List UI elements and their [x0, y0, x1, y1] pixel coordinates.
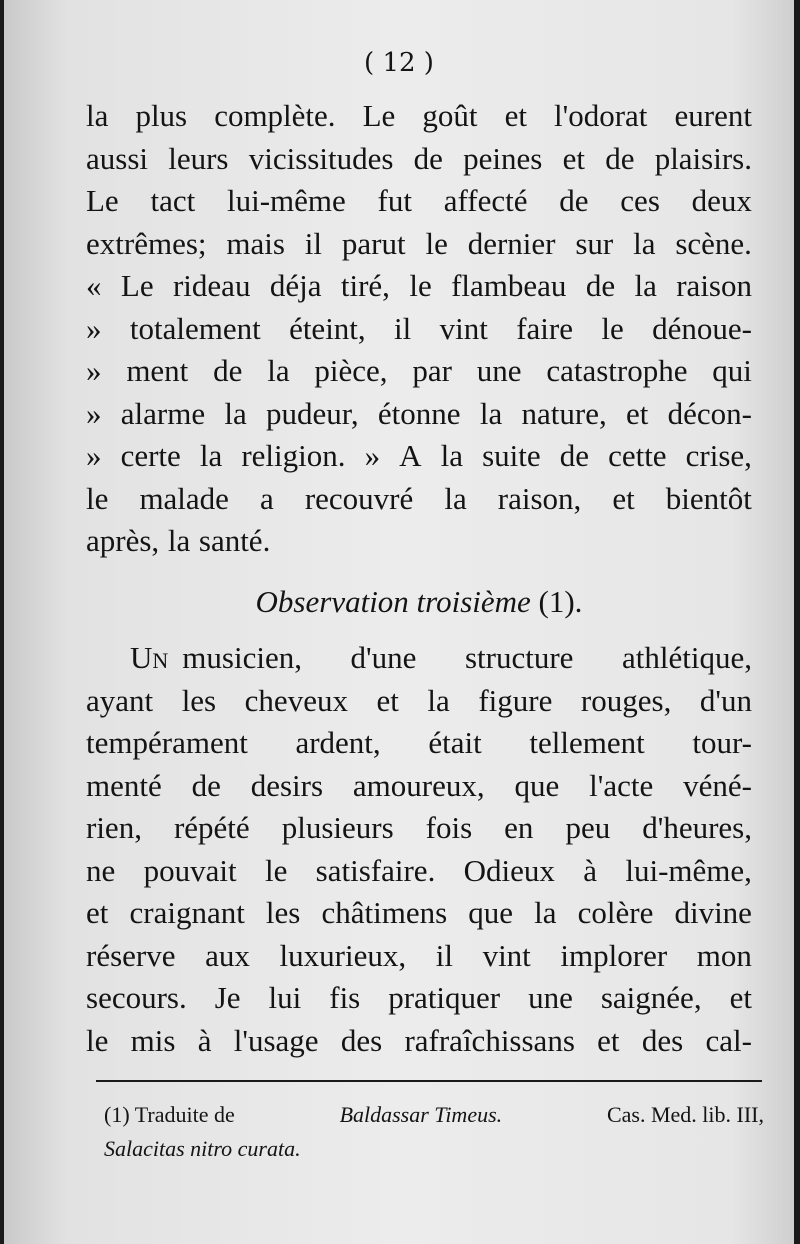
footnote-title: Salacitas nitro curata.	[104, 1136, 301, 1161]
book-page	[4, 0, 794, 1244]
word: ment	[126, 353, 189, 388]
word: et	[597, 1022, 620, 1058]
word: de	[559, 183, 589, 218]
word: la	[86, 98, 109, 133]
word: ayant	[86, 682, 154, 718]
word: »	[86, 438, 102, 473]
word: lui	[268, 980, 302, 1015]
word: athlétique,	[622, 640, 752, 675]
word: saignée,	[600, 980, 702, 1015]
word: châtimens	[321, 895, 448, 930]
footnote-line-1	[104, 1098, 764, 1132]
word: vint	[482, 937, 531, 973]
text-line	[86, 520, 752, 563]
word: pièce,	[314, 353, 388, 388]
word: desirs	[250, 767, 324, 803]
word: plaisirs.	[654, 140, 752, 176]
word: les	[181, 682, 217, 718]
word: que	[514, 767, 560, 803]
word: aux	[205, 937, 250, 973]
word: rideau	[172, 268, 251, 303]
text-line	[86, 722, 752, 765]
word: divine	[674, 895, 752, 930]
word: fois	[425, 810, 473, 845]
word: ardent,	[295, 725, 381, 760]
word: mon	[696, 937, 752, 973]
word: vint	[439, 310, 488, 346]
word: »	[86, 310, 102, 346]
word: de	[605, 140, 635, 176]
paragraph-1	[86, 95, 752, 563]
word: l'odorat	[554, 98, 648, 133]
word: réserve	[86, 937, 176, 973]
word: mis	[130, 1022, 176, 1058]
word: totalement	[129, 310, 261, 346]
word: «	[86, 268, 102, 303]
word: peines	[463, 140, 543, 176]
word: des	[641, 1022, 684, 1058]
word: d'heures,	[642, 810, 752, 845]
word: parut	[341, 225, 406, 261]
word: de	[585, 268, 616, 303]
word: et	[562, 140, 585, 176]
word: rien,	[86, 810, 142, 845]
word: dernier	[467, 225, 556, 261]
word: fis	[329, 980, 361, 1015]
word: qui	[712, 353, 752, 388]
word: satisfaire.	[315, 852, 436, 888]
word: raison,	[497, 480, 582, 516]
word: d'une	[350, 640, 417, 675]
word: deux	[691, 183, 752, 218]
word: en	[504, 810, 534, 845]
word: malade	[139, 480, 229, 516]
drop-word: Un	[130, 640, 169, 675]
text-line	[86, 680, 752, 723]
word: recouvré	[304, 480, 414, 516]
word: que	[468, 895, 514, 930]
word: a	[260, 480, 274, 516]
word: et	[504, 98, 527, 133]
word: ne	[86, 852, 116, 888]
word: certe	[120, 438, 181, 473]
word: mais	[226, 225, 285, 261]
word: cette	[608, 438, 667, 473]
word: la	[440, 438, 463, 473]
word: sur	[575, 225, 614, 261]
word: la	[427, 682, 450, 718]
word: Le	[362, 98, 396, 133]
word: Je	[214, 980, 241, 1015]
word: »	[86, 395, 102, 431]
word: était	[428, 725, 482, 760]
word: menté	[86, 767, 162, 803]
footnote-reference: Cas. Med. lib. III,	[606, 1102, 764, 1127]
word: la	[267, 353, 290, 388]
word: complète.	[214, 98, 336, 133]
word: l'usage	[233, 1022, 319, 1058]
word: le	[601, 310, 624, 346]
word: déja	[269, 268, 322, 303]
word: la	[167, 523, 191, 558]
word: une	[528, 980, 573, 1015]
word: la	[634, 268, 657, 303]
word: »	[86, 353, 102, 388]
word: lui-même,	[625, 852, 752, 888]
text-line	[86, 308, 752, 351]
word: rouges,	[580, 682, 672, 718]
word: implorer	[560, 937, 668, 973]
word: l'acte	[589, 767, 654, 803]
body-text	[86, 95, 752, 1062]
text-line	[86, 393, 752, 436]
word: éteint,	[289, 310, 366, 346]
word: et	[612, 480, 635, 516]
word: après,	[86, 523, 160, 558]
text-line	[86, 180, 752, 223]
paragraph-2-first-line	[86, 637, 752, 680]
word: raison	[676, 268, 752, 303]
text-line	[86, 935, 752, 978]
word: extrêmes;	[86, 225, 207, 261]
word: à	[583, 852, 598, 888]
word: et	[729, 980, 752, 1015]
word: Odieux	[463, 852, 555, 888]
word: ces	[620, 183, 660, 218]
word: musicien,	[182, 640, 302, 675]
word: bientôt	[665, 480, 752, 516]
word: suite	[482, 438, 541, 473]
word: plusieurs	[281, 810, 394, 845]
word: A	[399, 438, 422, 473]
word: aussi	[86, 140, 148, 176]
text-line	[86, 850, 752, 893]
word: santé.	[198, 523, 271, 558]
word: peu	[565, 810, 611, 845]
word: et	[626, 395, 649, 431]
word: eurent	[674, 98, 752, 133]
word: secours.	[86, 980, 187, 1015]
footnote-author: Baldassar Timeus.	[339, 1102, 503, 1127]
footnote	[104, 1098, 764, 1166]
word: tempérament	[86, 725, 248, 760]
word: et	[376, 682, 399, 718]
word: le	[409, 268, 432, 303]
word: leurs	[168, 140, 229, 176]
word: pratiquer	[388, 980, 501, 1015]
word: il	[435, 937, 453, 973]
word: vicissitudes	[248, 140, 394, 176]
word: catastrophe	[546, 353, 688, 388]
word: flambeau	[451, 268, 567, 303]
word: pudeur,	[266, 395, 359, 431]
word: la	[479, 395, 503, 431]
text-line	[86, 765, 752, 808]
word: tiré,	[340, 268, 390, 303]
word: cal-	[705, 1022, 752, 1058]
word: scène.	[675, 225, 752, 261]
text-line	[86, 478, 752, 521]
word: par	[412, 353, 452, 388]
word: d'un	[699, 682, 752, 718]
text-line	[86, 95, 752, 138]
word: la	[534, 895, 557, 930]
word: véné-	[683, 767, 752, 803]
text-line	[86, 223, 752, 266]
heading-title: Observation troisième	[255, 583, 531, 619]
word: des	[340, 1022, 383, 1058]
section-heading	[86, 581, 752, 624]
word: dénoue-	[652, 310, 752, 346]
text-line	[86, 977, 752, 1020]
word: faire	[516, 310, 573, 346]
word: colère	[577, 895, 654, 930]
word: il	[394, 310, 412, 346]
footnote-line-2	[104, 1132, 764, 1166]
word: goût	[422, 98, 478, 133]
word: le	[425, 225, 448, 261]
page-number: ( 12 )	[364, 48, 434, 78]
word: le	[264, 852, 288, 888]
word: étonne	[377, 395, 461, 431]
word: la	[633, 225, 656, 261]
word: religion.	[241, 438, 346, 473]
text-line	[86, 138, 752, 181]
word: fut	[377, 183, 412, 218]
word: tact	[150, 183, 196, 218]
text-line	[86, 435, 752, 478]
word: tellement	[529, 725, 645, 760]
word: la	[444, 480, 467, 516]
word: structure	[464, 640, 574, 675]
word: craignant	[129, 895, 245, 930]
word: et	[86, 895, 109, 930]
word: de	[213, 353, 243, 388]
first-line-rest	[182, 637, 752, 680]
heading-note-ref: (1).	[538, 583, 583, 619]
word: une	[476, 353, 522, 388]
word: de	[191, 767, 221, 803]
word: Le	[120, 268, 154, 303]
word: pouvait	[143, 852, 237, 888]
footnote-rule	[96, 1080, 762, 1082]
word: »	[364, 438, 381, 473]
text-line	[86, 265, 752, 308]
word: figure	[478, 682, 553, 718]
word: décon-	[667, 395, 752, 431]
word: plus	[135, 98, 188, 133]
word: répété	[173, 810, 250, 845]
text-line	[86, 1020, 752, 1063]
word: il	[304, 225, 323, 261]
word: les	[265, 895, 301, 930]
word: à	[197, 1022, 212, 1058]
word: crise,	[685, 438, 752, 473]
word: rafraîchissans	[404, 1022, 575, 1058]
text-line	[86, 350, 752, 393]
word: nature,	[521, 395, 607, 431]
text-line	[86, 807, 752, 850]
word: de	[413, 140, 443, 176]
word: la	[224, 395, 247, 431]
word: tour-	[692, 725, 752, 760]
word: alarme	[120, 395, 206, 431]
word: la	[199, 438, 223, 473]
word: affecté	[443, 183, 528, 218]
word: luxurieux,	[279, 937, 407, 973]
paragraph-2	[86, 637, 752, 1062]
word: Le	[86, 183, 119, 218]
word: lui-même	[226, 183, 346, 218]
word: le	[86, 1022, 109, 1058]
word: de	[559, 438, 589, 473]
text-line	[86, 892, 752, 935]
footnote-marker: (1) Traduite de	[104, 1102, 235, 1127]
word: le	[86, 480, 109, 516]
word: cheveux	[244, 682, 348, 718]
word: amoureux,	[352, 767, 485, 803]
